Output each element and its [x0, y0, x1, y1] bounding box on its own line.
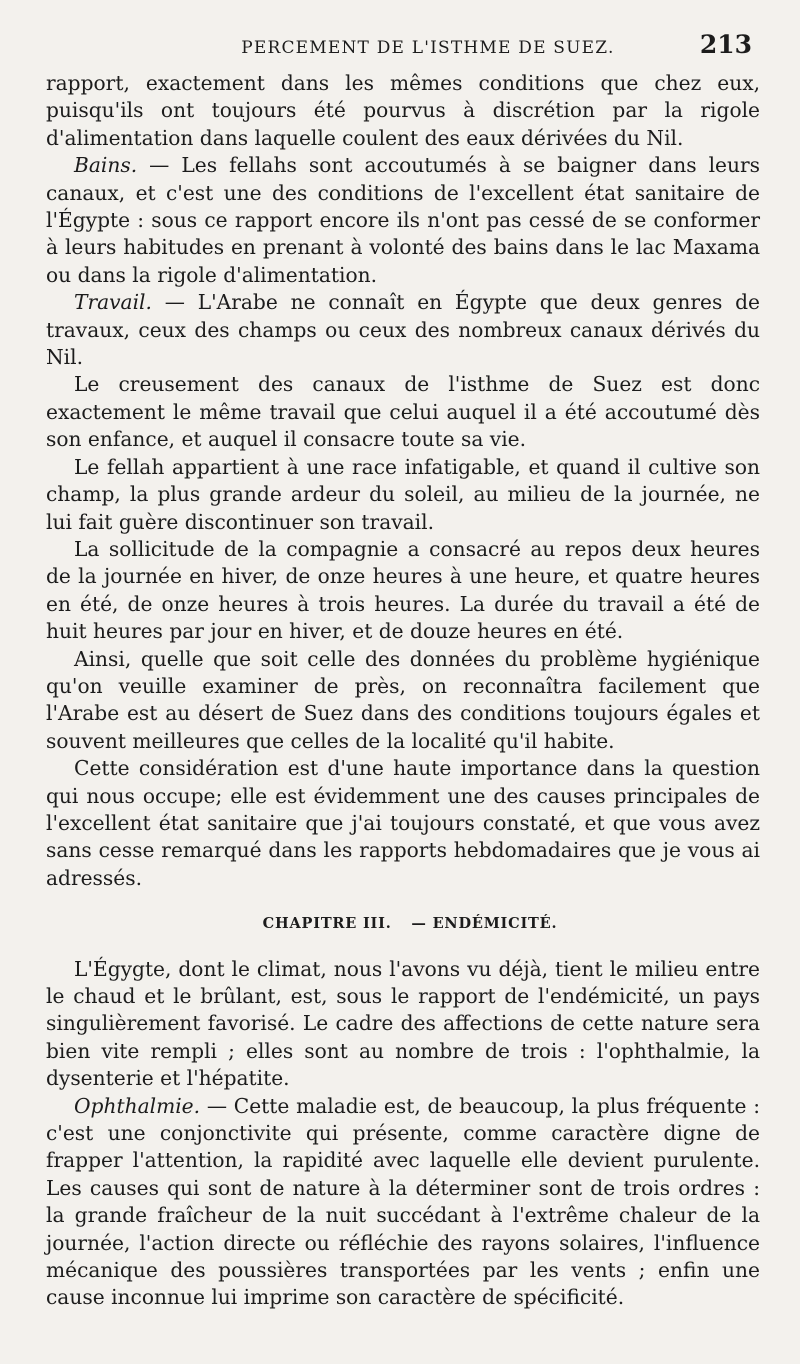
paragraph: Travail. — L'Arabe ne connaît en Égypte que deux genres de travaux, ceux des champs ou ceux des nombreux canaux dérivés du Nil. [46, 290, 760, 370]
paragraph: Ainsi, quelle que soit celle des données du problème hygiénique qu'on veuille examiner de près, on reconnaîtra facilement que l'Arabe est au désert de Suez dans des conditions toujours égales et souvent meilleures que celles de la localité qu'il habite. [46, 646, 760, 753]
paragraph: L'Égygte, dont le climat, nous l'avons vu déjà, tient le milieu entre le chaud et le brûlant, est, sous le rapport de l'endémicité, un pays singulièrement favorisé. Le cadre des affections de cette nature sera bien vite rempli ; elles sont au nombre de trois : l'ophthalmie, la dysenterie et l'hépatite. [46, 956, 760, 1091]
paragraph: Le fellah appartient à une race infatigable, et quand il cultive son champ, la plus grande ardeur du soleil, au milieu de la journée, ne lui fait guère discontinuer son travail. [46, 454, 760, 534]
paragraph: Bains. — Les fellahs sont accoutumés à se baigner dans leurs canaux, et c'est une des conditions de l'excellent état sanitaire de l'Égypte : sous ce rapport encore ils n'ont pas cessé de se conformer à leurs habitudes en prenant à volonté des bains dans le lac Maxama ou dans la rigole d'alimentation. [46, 153, 760, 287]
running-title: PERCEMENT DE L'ISTHME DE SUEZ. [241, 38, 615, 58]
running-header [46, 30, 760, 66]
chapter-heading [46, 910, 760, 937]
paragraph: rapport, exactement dans les mêmes conditions que chez eux, puisqu'ils ont toujours été pourvus à discrétion par la rigole d'alimentation dans laquelle coulent des eaux dérivées du Nil. [46, 71, 760, 150]
paragraph-lead: Travail. [74, 290, 152, 315]
paragraph: Le creusement des canaux de l'isthme de Suez est donc exactement le même travail que celui auquel il a été accoutumé dès son enfance, et auquel il consacre toute sa vie. [46, 372, 760, 452]
chapter-title: — ENDÉMICITÉ. [411, 915, 558, 933]
paragraph: La sollicitude de la compagnie a consacré au repos deux heures de la journée en hiver, de onze heures à une heure, et quatre heures en été, de onze heures à trois heures. La durée du travail a été de huit heures par jour en hiver, et de douze heures en été. [46, 536, 760, 644]
chapter-number: CHAPITRE III. [262, 915, 392, 933]
paragraph-lead: Ophthalmie. [74, 1093, 201, 1118]
page-number: 213 [699, 30, 752, 59]
paragraph-lead: Bains. [74, 153, 138, 178]
body-text [46, 70, 760, 1312]
paragraph: Cette considération est d'une haute importance dans la question qui nous occupe; elle est évidemment une des causes principales de l'excellent état sanitaire que j'ai toujours constaté, et que vous avez sans cesse remarqué dans les rapports hebdomadaires que je vous ai adressés. [46, 756, 760, 890]
paragraph: Ophthalmie. — Cette maladie est, de beaucoup, la plus fréquente : c'est une conjonctivite qui présente, comme caractère digne de frapper l'attention, la rapidité avec laquelle elle devient purulente. Les causes qui sont de nature à la déterminer sont de trois ordres : la grande fraîcheur de la nuit succédant à l'extrême chaleur de la journée, l'action directe ou réfléchie des rayons solaires, l'influence mécanique des poussières transportées par les vents ; enfin une cause inconnue lui imprime son caractère de spécificité. [46, 1093, 760, 1310]
